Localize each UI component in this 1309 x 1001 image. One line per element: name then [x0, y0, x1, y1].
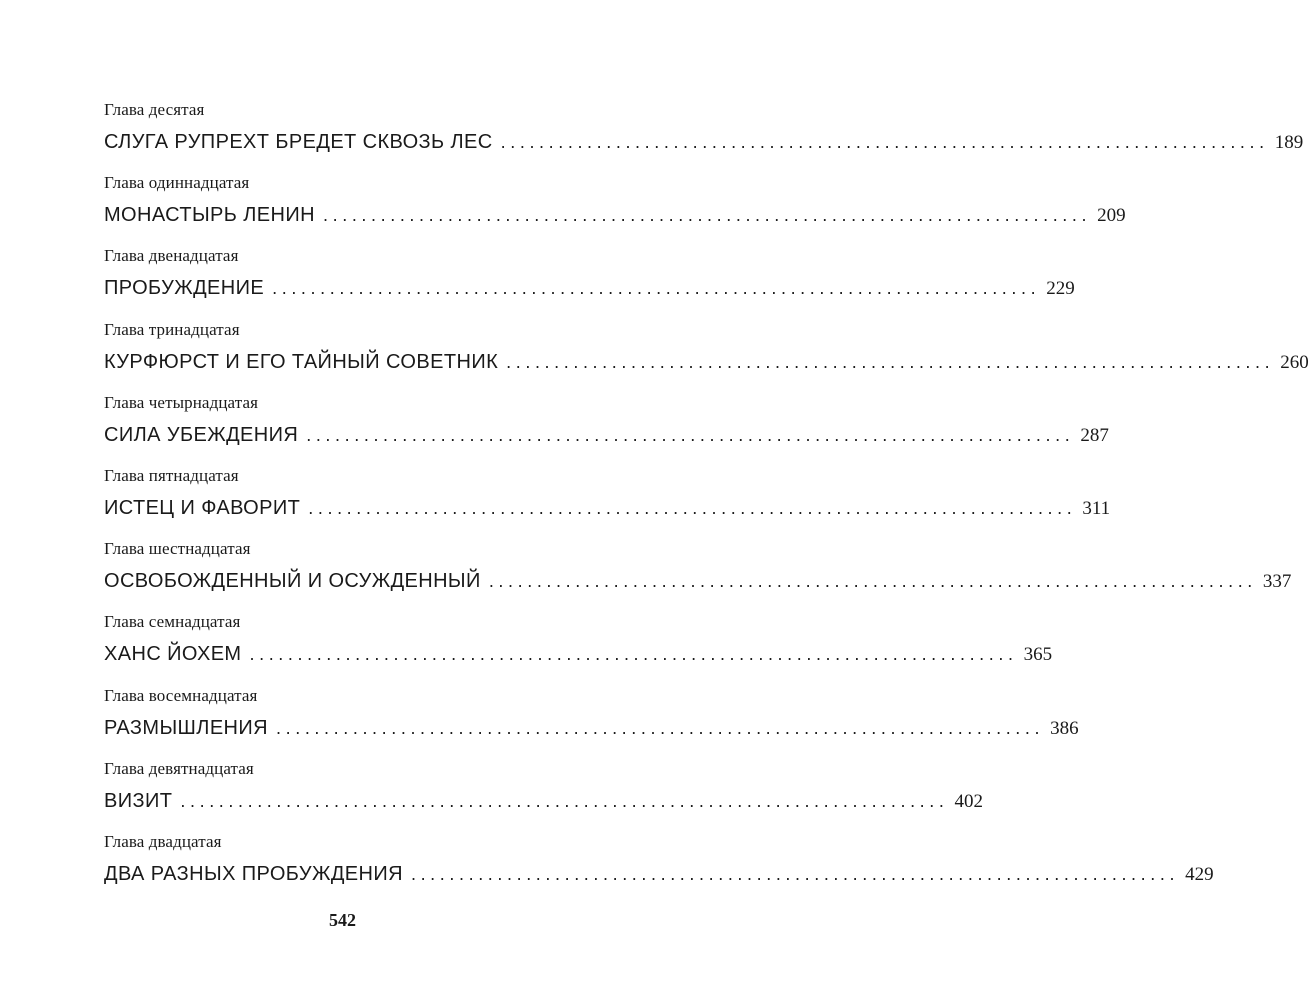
page-number: 542 — [329, 910, 356, 930]
chapter-title: ИСТЕЦ И ФАВОРИТ — [104, 496, 301, 519]
chapter-page-number: 386 — [1050, 717, 1079, 739]
chapter-page-number: 311 — [1082, 497, 1111, 519]
chapter-title: ПРОБУЖДЕНИЕ — [104, 277, 265, 300]
chapter-title: СИЛА УБЕЖДЕНИЯ — [104, 423, 299, 446]
chapter-title: ВИЗИТ — [104, 789, 173, 812]
table-of-contents — [104, 100, 1309, 905]
toc-line — [104, 349, 1309, 375]
dot-leader: ................................................................................ — [180, 790, 949, 811]
dot-leader: ................................................................................ — [306, 424, 1075, 445]
chapter-page-number: 287 — [1080, 424, 1109, 446]
chapter-label: Глава двадцатая — [104, 831, 222, 851]
dot-leader: ................................................................................ — [410, 863, 1180, 884]
toc-line — [104, 861, 1214, 887]
chapter-page-number: 189 — [1274, 132, 1304, 153]
dot-leader: ................................................................................ — [500, 132, 1269, 152]
chapter-title: СЛУГА РУПРЕХТ БРЕДЕТ СКВОЗЬ ЛЕС — [104, 131, 493, 153]
chapter-title: ДВА РАЗНЫХ ПРОБУЖДЕНИЯ — [104, 862, 403, 885]
chapter-page-number: 429 — [1185, 863, 1214, 885]
toc-line — [104, 495, 1111, 521]
dot-leader: ................................................................................ — [272, 278, 1041, 299]
toc-entry — [104, 758, 983, 832]
dot-leader: ................................................................................ — [488, 571, 1257, 592]
chapter-page-number: 209 — [1097, 205, 1126, 227]
toc-entry — [104, 392, 1109, 466]
chapter-title: ХАНС ЙОХЕМ — [104, 643, 242, 666]
toc-line — [104, 202, 1126, 228]
dot-leader: ................................................................................ — [308, 497, 1077, 518]
toc-line — [104, 715, 1079, 741]
chapter-title: КУРФЮРСТ И ЕГО ТАЙНЫЙ СОВЕТНИК — [104, 350, 499, 373]
chapter-page-number: 365 — [1023, 644, 1053, 666]
toc-line — [104, 129, 1304, 155]
dot-leader: ................................................................................ — [506, 351, 1275, 372]
chapter-label: Глава четырнадцатая — [104, 392, 259, 412]
chapter-page-number: 260 — [1280, 351, 1309, 373]
chapter-label: Глава одиннадцатая — [104, 173, 250, 193]
toc-entry — [104, 319, 1309, 393]
toc-entry — [104, 465, 1111, 539]
toc-line — [104, 641, 1053, 667]
chapter-label: Глава тринадцатая — [104, 319, 240, 339]
toc-line — [104, 788, 983, 814]
chapter-label: Глава десятая — [104, 100, 205, 119]
chapter-page-number: 337 — [1262, 571, 1292, 593]
chapter-title: ОСВОБОЖДЕННЫЙ И ОСУЖДЕННЫЙ — [104, 570, 481, 593]
toc-entry — [104, 612, 1053, 685]
toc-line — [104, 275, 1075, 301]
toc-entry — [104, 831, 1214, 905]
chapter-label: Глава пятнадцатая — [104, 465, 239, 485]
toc-line — [104, 568, 1292, 594]
chapter-page-number: 229 — [1046, 278, 1075, 300]
dot-leader: ................................................................................ — [276, 717, 1045, 738]
toc-entry — [104, 685, 1079, 759]
toc-entry — [104, 173, 1126, 246]
dot-leader: ................................................................................ — [249, 644, 1018, 665]
toc-entry — [104, 100, 1304, 173]
chapter-title: МОНАСТЫРЬ ЛЕНИН — [104, 204, 316, 227]
chapter-page-number: 402 — [954, 790, 983, 812]
chapter-label: Глава девятнадцатая — [104, 758, 254, 778]
chapter-label: Глава восемнадцатая — [104, 685, 258, 705]
toc-line — [104, 422, 1109, 448]
chapter-title: РАЗМЫШЛЕНИЯ — [104, 716, 269, 739]
chapter-label: Глава семнадцатая — [104, 612, 241, 632]
dot-leader: ................................................................................ — [323, 205, 1092, 226]
chapter-label: Глава двенадцатая — [104, 246, 239, 266]
toc-entry — [104, 539, 1292, 612]
toc-entry — [104, 246, 1075, 319]
chapter-label: Глава шестнадцатая — [104, 539, 251, 559]
